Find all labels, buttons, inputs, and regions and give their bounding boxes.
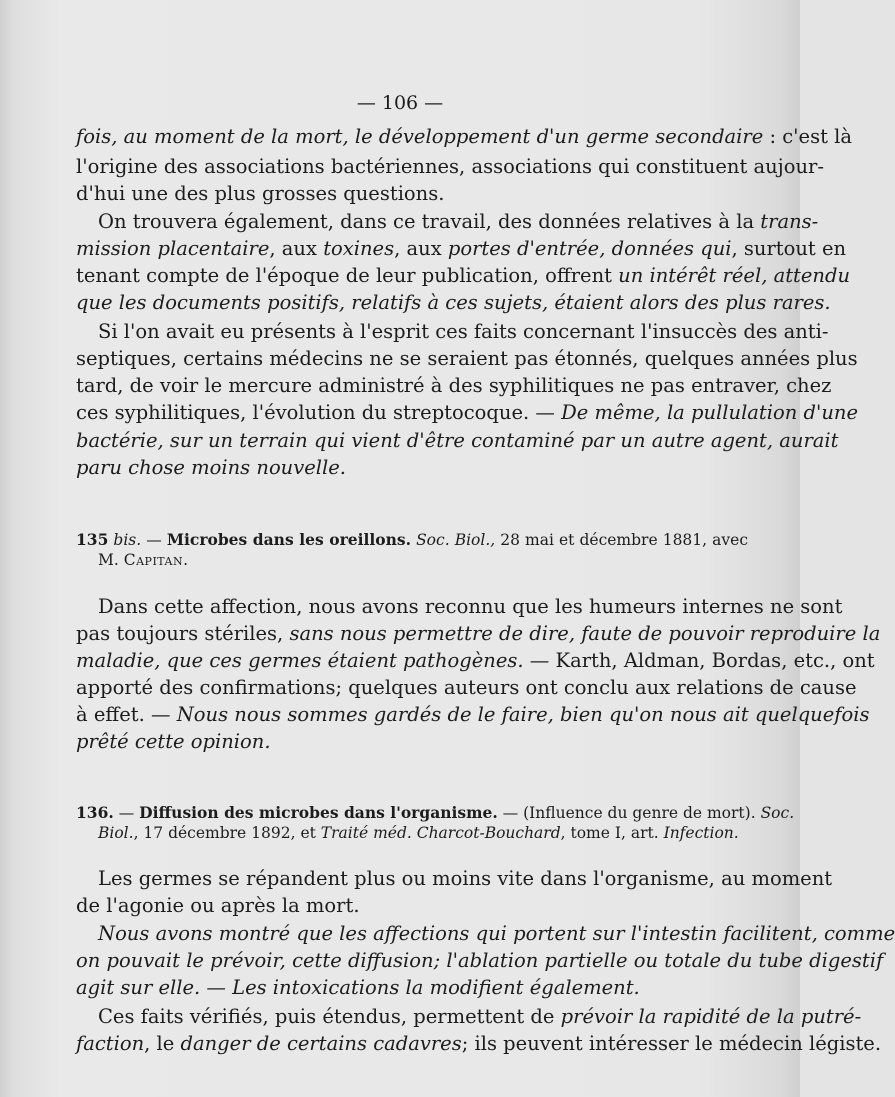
paragraph-line: apporté des confirmations; quelques auteurs ont conclu aux relations de cause	[76, 676, 857, 699]
paragraph-line	[76, 621, 881, 647]
text: , tome I, art.	[560, 824, 664, 842]
paragraph-line	[76, 263, 851, 289]
reference-work: Traité méd. Charcot-Bouchard	[320, 824, 561, 842]
italic-text: portes d'entrée, données qui	[447, 237, 732, 260]
italic-text: danger de certains cadavres	[180, 1032, 462, 1055]
text: — (Influence du genre de mort).	[497, 804, 761, 822]
paragraph-line	[76, 236, 847, 262]
italic-text: un intérêt réel, attendu	[618, 264, 851, 287]
italic-text: on pouvait le prévoir, cette diffusion; l'ablation partielle ou totale du tube digestif	[76, 949, 884, 972]
reference-journal: Biol.	[98, 824, 134, 842]
section-title: Microbes dans les oreillons.	[166, 530, 411, 549]
paragraph-line	[76, 975, 748, 1001]
page-number: — 106 —	[356, 92, 444, 114]
paragraph-line	[98, 209, 819, 235]
paragraph-line	[98, 921, 895, 947]
text: , 17 décembre 1892, et	[133, 824, 321, 842]
text: — Karth, Aldman, Bordas, etc., ont	[523, 649, 875, 672]
text: à effet. —	[76, 703, 177, 726]
text: : c'est là	[763, 125, 852, 148]
italic-text: sans nous permettre de dire, faute de pouvoir reproduire la	[289, 622, 881, 645]
paragraph-line	[76, 948, 884, 974]
paragraph-line	[76, 428, 839, 454]
section-number: 136.	[76, 803, 114, 822]
paragraph-line: l'origine des associations bactériennes, associations qui constituent aujour-	[76, 155, 824, 178]
italic-text: Nous avons montré que les affections qui portent sur l'intestin facilitent, comme	[98, 922, 895, 945]
text: , aux	[394, 237, 448, 260]
paragraph-line	[76, 290, 831, 316]
reference-article: Infection.	[663, 824, 739, 842]
paragraph-line	[76, 400, 859, 426]
italic-text: agit sur elle. — Les intoxications la modifient également.	[76, 976, 640, 999]
paragraph-line	[98, 1004, 862, 1030]
text: , le	[144, 1032, 181, 1055]
paragraph-line: tard, de voir le mercure administré à des syphilitiques ne pas entraver, chez	[76, 374, 832, 397]
paragraph-line: Les germes se répandent plus ou moins vite dans l'organisme, au moment	[98, 867, 833, 890]
section-heading-line	[98, 823, 748, 843]
paragraph-line: Dans cette affection, nous avons reconnu que les humeurs internes ne sont	[98, 595, 843, 618]
italic-text: prêté cette opinion.	[76, 730, 271, 753]
author-name: Capitan.	[123, 551, 189, 569]
italic-text: De même, la pullulation d'une	[561, 401, 859, 424]
paragraph-line	[76, 124, 852, 150]
italic-text: faction	[76, 1032, 145, 1055]
paragraph-line: de l'agonie ou après la mort.	[76, 894, 360, 917]
italic-text: Nous nous sommes gardés de le faire, bien qu'on nous ait quelquefois	[176, 703, 870, 726]
paragraph-line: Si l'on avait eu présents à l'esprit ces faits concernant l'insuccès des anti-	[98, 320, 829, 343]
text: ; ils peuvent intéresser le médecin légiste.	[461, 1032, 882, 1055]
italic-text: fois, au moment de la mort, le développement d'un germe secondaire	[76, 125, 764, 148]
text: On trouvera également, dans ce travail, des données relatives à la	[98, 210, 761, 233]
text: , surtout en	[731, 237, 847, 260]
italic-text: paru chose moins nouvelle.	[76, 456, 347, 479]
section-heading-line	[98, 550, 748, 570]
text: , aux	[269, 237, 324, 260]
italic-text: mission placentaire	[76, 237, 270, 260]
section-heading	[76, 530, 748, 550]
section-title: Diffusion des microbes dans l'organisme.	[139, 803, 498, 822]
reference-journal: Soc. Biol.,	[411, 531, 496, 549]
text: pas toujours stériles,	[76, 622, 290, 645]
text: —	[141, 531, 167, 549]
italic-text: prévoir la rapidité de la putré-	[560, 1005, 862, 1028]
paragraph-line	[76, 455, 748, 481]
italic-text: maladie, que ces germes étaient pathogènes.	[76, 649, 524, 672]
italic-text: bactérie, sur un terrain qui vient d'être contaminé par un autre agent, aurait	[76, 429, 839, 452]
paragraph-line: septiques, certains médecins ne se seraient pas étonnés, quelques années plus	[76, 347, 858, 370]
reference-journal: Soc.	[760, 804, 795, 822]
paragraph-line: d'hui une des plus grosses questions.	[76, 182, 445, 205]
text: —	[113, 804, 140, 822]
text: tenant compte de l'époque de leur publication, offrent	[76, 264, 619, 287]
section-suffix: bis.	[108, 531, 142, 549]
paragraph-line	[76, 648, 875, 674]
text: Ces faits vérifiés, puis étendus, permettent de	[98, 1005, 561, 1028]
paragraph-line	[76, 729, 748, 755]
italic-text: que les documents positifs, relatifs à ces sujets, étaient alors des plus rares.	[76, 291, 831, 314]
italic-text: toxines	[323, 237, 395, 260]
paragraph-line	[76, 1031, 882, 1057]
paragraph-line	[76, 702, 870, 728]
italic-text: trans-	[760, 210, 819, 233]
reference-date: 28 mai et décembre 1881, avec	[495, 531, 748, 549]
text: M.	[98, 551, 124, 569]
section-heading	[76, 803, 795, 823]
text: ces syphilitiques, l'évolution du streptocoque. —	[76, 401, 562, 424]
section-number: 135	[76, 530, 109, 549]
